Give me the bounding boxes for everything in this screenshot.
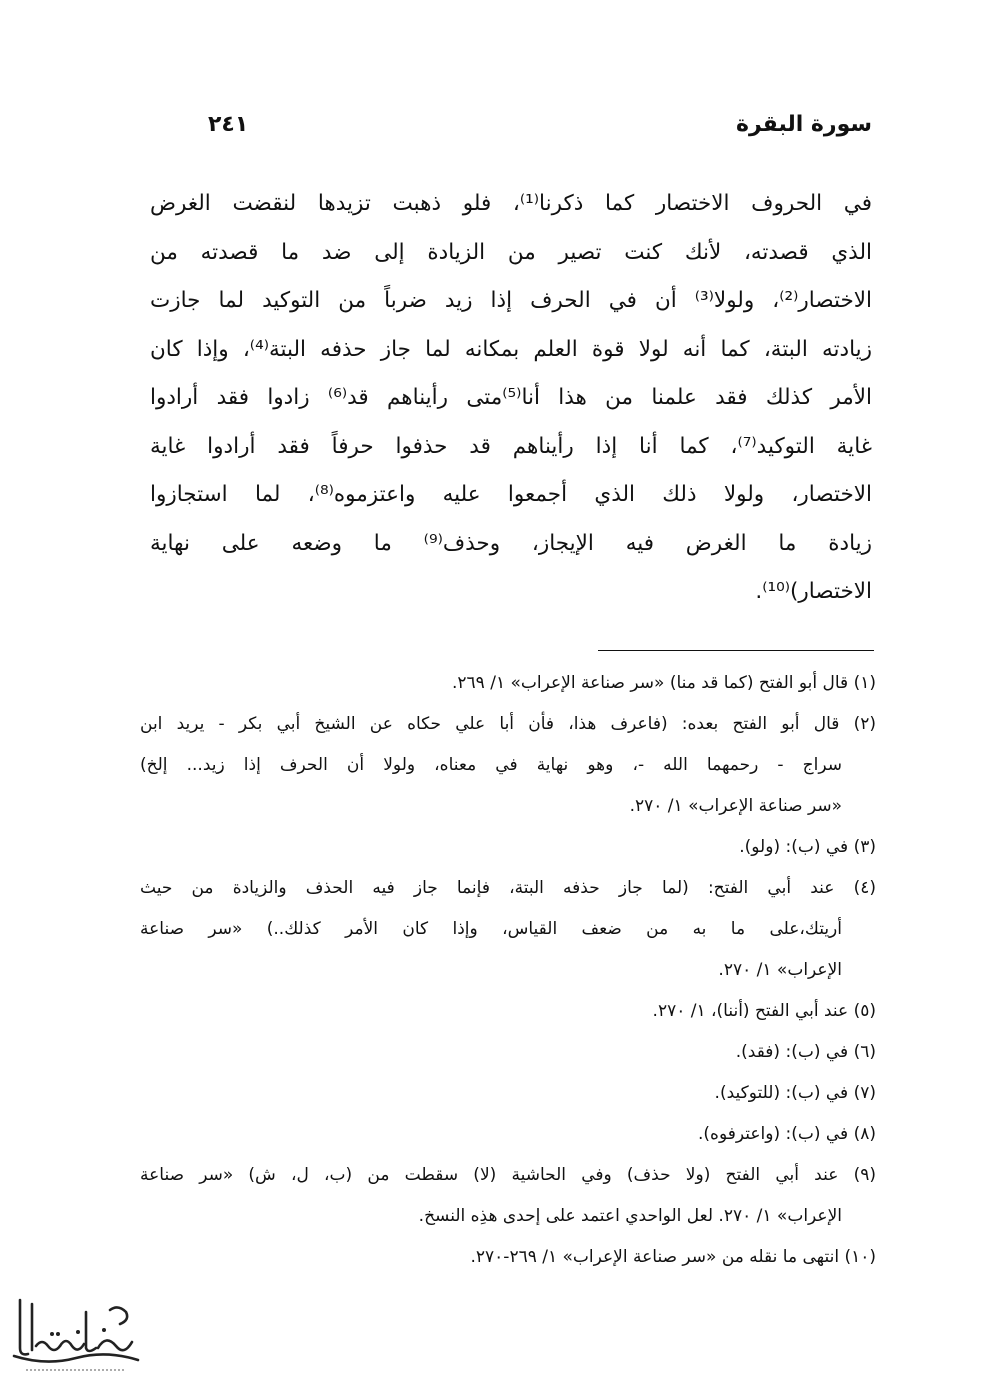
footnote-9 [140, 1155, 876, 1237]
footnote-line: الإعراب» ١/ ٢٧٠. [718, 960, 842, 980]
footnotes-block [140, 663, 876, 1278]
body-line: زيادته البتة، كما أنه لولا قوة العلم بمكانه لما جاز حذفه البتة⁽⁴⁾، وإذا كان [150, 336, 872, 362]
body-line: الذي قصدته، لأنك كنت تصير من الزيادة إلى ضد ما قصدته من [150, 239, 872, 265]
surah-title: سورة البقرة [735, 112, 872, 137]
footnote-line: أريتك،على ما به من ضعف القياس، وإذا كان الأمر كذلك..) «سر صناعة [140, 919, 842, 939]
footnote-line: سراج - رحمهما الله -، وهو نهاية في معناه، ولولا أن الحرف إذا زيد... إلخ) [140, 755, 842, 775]
body-line: الأمر كذلك فقد علمنا من هذا أنا⁽⁵⁾متى رأيناهم قد⁽⁶⁾ زادوا فقد أرادوا [150, 385, 872, 410]
body-line: زيادة ما الغرض فيه الإيجاز، وحذف⁽⁹⁾ ما وضعه على نهاية [150, 530, 872, 556]
footnote-4 [140, 868, 876, 991]
footnote-line: (١) قال أبو الفتح (كما قد منا) «سر صناعة الإعراب» ١/ ٢٦٩. [452, 673, 876, 693]
footnote-2 [140, 704, 876, 827]
footnote-5 [140, 991, 876, 1032]
footnote-3 [140, 827, 876, 868]
footnote-1 [140, 663, 876, 704]
footnote-line: الإعراب» ١/ ٢٧٠. لعل الواحدي اعتمد على إحدى هذِه النسخ. [418, 1206, 842, 1226]
footnote-line: (٨) في (ب): (واعترفوه). [698, 1124, 876, 1144]
footnote-line: «سر صناعة الإعراب» ١/ ٢٧٠. [629, 796, 842, 816]
footnote-line: (٢) قال أبو الفتح بعده: (فاعرف هذا، فأن أبا علي حكاه عن الشيخ أبي بكر - يريد ابن [140, 714, 876, 734]
footnote-line: (٤) عند أبي الفتح: (لما جاز حذفه البتة، فإنما جاز فيه الحذف والزيادة من حيث [140, 878, 876, 898]
footnote-line: (١٠) انتهى ما نقله من «سر صناعة الإعراب» ١/ ٢٦٩-٢٧٠. [470, 1247, 876, 1267]
body-line: في الحروف الاختصار كما ذكرنا⁽¹⁾، فلو ذهبت تزيدها لنقضت الغرض [150, 191, 872, 216]
body-line: غاية التوكيد⁽⁷⁾، كما أنا إذا رأيناهم قد حذفوا حرفاً فقد أرادوا غاية [150, 433, 872, 459]
page-number: ٢٤١ [208, 112, 249, 137]
footnote-line: (٦) في (ب): (فقد). [735, 1042, 876, 1062]
footnote-line: (٣) في (ب): (ولو). [739, 837, 876, 857]
footnote-6 [140, 1032, 876, 1073]
footnote-7 [140, 1073, 876, 1114]
body-line: الاختصار، ولولا ذلك الذي أجمعوا عليه واعتزموه⁽⁸⁾، لما استجازوا [150, 482, 872, 507]
body-line: الاختصار)⁽¹⁰⁾. [755, 579, 872, 604]
footnote-line: (٥) عند أبي الفتح (أننا)، ١/ ٢٧٠. [652, 1001, 876, 1021]
body-line: الاختصار⁽²⁾، ولولا⁽³⁾ أن في الحرف إذا زيد ضرباً من التوكيد لما جازت [150, 288, 872, 313]
footnote-line: (٩) عند أبي الفتح (ولا حذف) وفي الحاشية (لا) سقطت من (ب، ل، ش) «سر صناعة [140, 1165, 876, 1185]
footnote-10 [140, 1237, 876, 1278]
running-header [150, 112, 872, 152]
footnote-line: (٧) في (ب): (للتوكيد). [714, 1083, 876, 1103]
calligraphy-watermark-logo [6, 1290, 144, 1376]
footnote-8 [140, 1114, 876, 1155]
main-text-block [150, 180, 872, 617]
footnote-separator [598, 650, 874, 651]
